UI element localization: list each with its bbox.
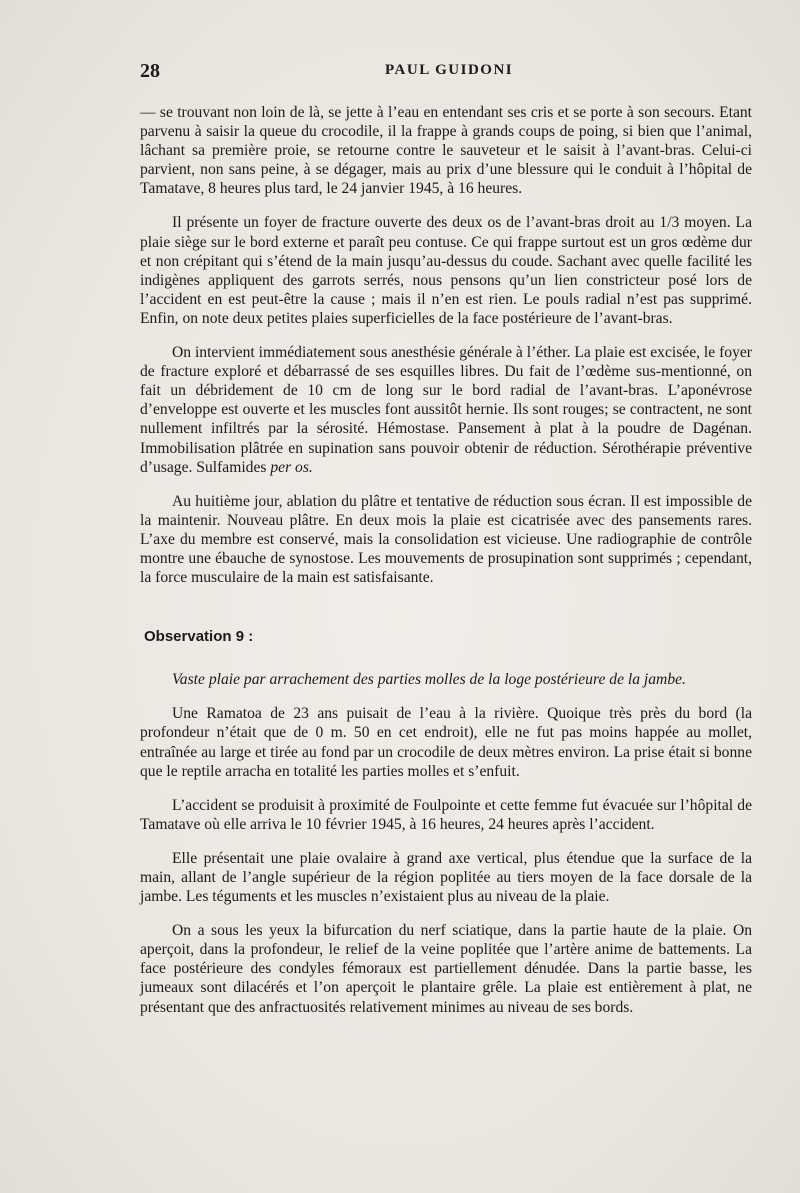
paragraph-intervention-text: On intervient immédiatement sous anesthésie générale à l’éther. La plaie est excisée, le foyer de fracture exploré et débarrassé de ses esquilles libres. Du fait de l’œdème sus-mentionné, on fait un débridement de 10 cm de long sur le bord radial de l’avant-bras. L’aponévrose d’enveloppe est ouverte et les muscles font aussitôt hernie. Ils sont rouges; se contractent, ne sont nullement infiltrés par la sérosité. Hémostase. Pansement à plat à la poudre de Dagénan. Immobilisation plâtrée en supination sans pouvoir obtenir de réduction. Sérothérapie préventive d’usage. Sulfamides (140, 344, 752, 476)
page-header (0, 58, 800, 88)
running-head: PAUL GUIDONI (385, 62, 514, 78)
observation-heading: Observation 9 : (144, 628, 254, 646)
paragraph-continuation: — se trouvant non loin de là, se jette à l’eau en entendant ses cris et se porte à son secours. Etant parvenu à saisir la queue du crocodile, il la frappe à grands coups de poing, si bien que l’animal, lâchant sa première proie, se retourne contre le sauveteur et le saisit à l’avant-bras. Celui-ci parvient, non sans peine, à se dégager, mais au prix d’une blessure qui le conduit à l’hôpital de Tamatave, 8 heures plus tard, le 24 janvier 1945, à 16 heures. (140, 104, 752, 198)
paragraph-fracture: Il présente un foyer de fracture ouverte des deux os de l’avant-bras droit au 1/3 moyen. La plaie siège sur le bord externe et paraît peu contuse. Ce qui frappe surtout est un gros œdème dur et non crépitant qui s’étend de la main jusqu’au-dessus du coude. Sachant avec quelle facilité les indigènes appliquent des garrots serrés, nous pensons qu’un lien constricteur posé lors de l’accident en est peut-être la cause ; mais il n’en est rien. Le pouls radial n’est pas supprimé. Enfin, on note deux petites plaies superficielles de la face postérieure de l’avant-bras. (140, 214, 752, 327)
paragraph-wound: Elle présentait une plaie ovalaire à grand axe vertical, plus étendue que la surface de la main, allant de l’angle supérieur de la région poplitée au tiers moyen de la face dorsale de la jambe. Les téguments et les muscles n’existaient plus au niveau de la plaie. (140, 849, 752, 906)
body-text (140, 103, 752, 1032)
page-number: 28 (140, 60, 160, 82)
paragraph-case-intro: Une Ramatoa de 23 ans puisait de l’eau à la rivière. Quoique très près du bord (la profondeur n’était que de 0 m. 50 en cet endroit), elle ne fut pas moins happée au mollet, entraînée au large et tirée au fond par un crocodile de deux mètres environ. La prise était si bonne que le reptile arracha en totalité les parties molles et s’enfuit. (140, 705, 752, 780)
paragraph-intervention (140, 343, 752, 477)
paragraph-evacuation: L’accident se produisit à proximité de Foulpointe et cette femme fut évacuée sur l’hôpital de Tamatave où elle arriva le 10 février 1945, à 16 heures, 24 heures après l’accident. (140, 796, 752, 833)
per-os-italic: per os. (270, 458, 313, 476)
paragraph-anatomy: On a sous les yeux la bifurcation du nerf sciatique, dans la partie haute de la plaie. On aperçoit, dans la profondeur, le relief de la veine poplitée que l’artère anime de battements. La face postérieure des condyles fémoraux est partiellement dénudée. Dans la partie basse, les jumeaux sont dilacérés et l’on aperçoit le plantaire grêle. La plaie est entièrement à plat, ne présentant que des anfractuosités relativement minimes au niveau de ses bords. (140, 922, 752, 1016)
observation-subtitle: Vaste plaie par arrachement des parties molles de la loge postérieure de la jambe. (172, 671, 686, 689)
paragraph-follow-up: Au huitième jour, ablation du plâtre et tentative de réduction sous écran. Il est impossible de la maintenir. Nouveau plâtre. En deux mois la plaie est cicatrisée avec des pansements rares. L’axe du membre est conservé, mais la consolidation est vicieuse. Une radiographie de contrôle montre une ébauche de synostose. Les mouvements de prosupination sont supprimés ; cependant, la force musculaire de la main est satisfaisante. (140, 492, 752, 587)
